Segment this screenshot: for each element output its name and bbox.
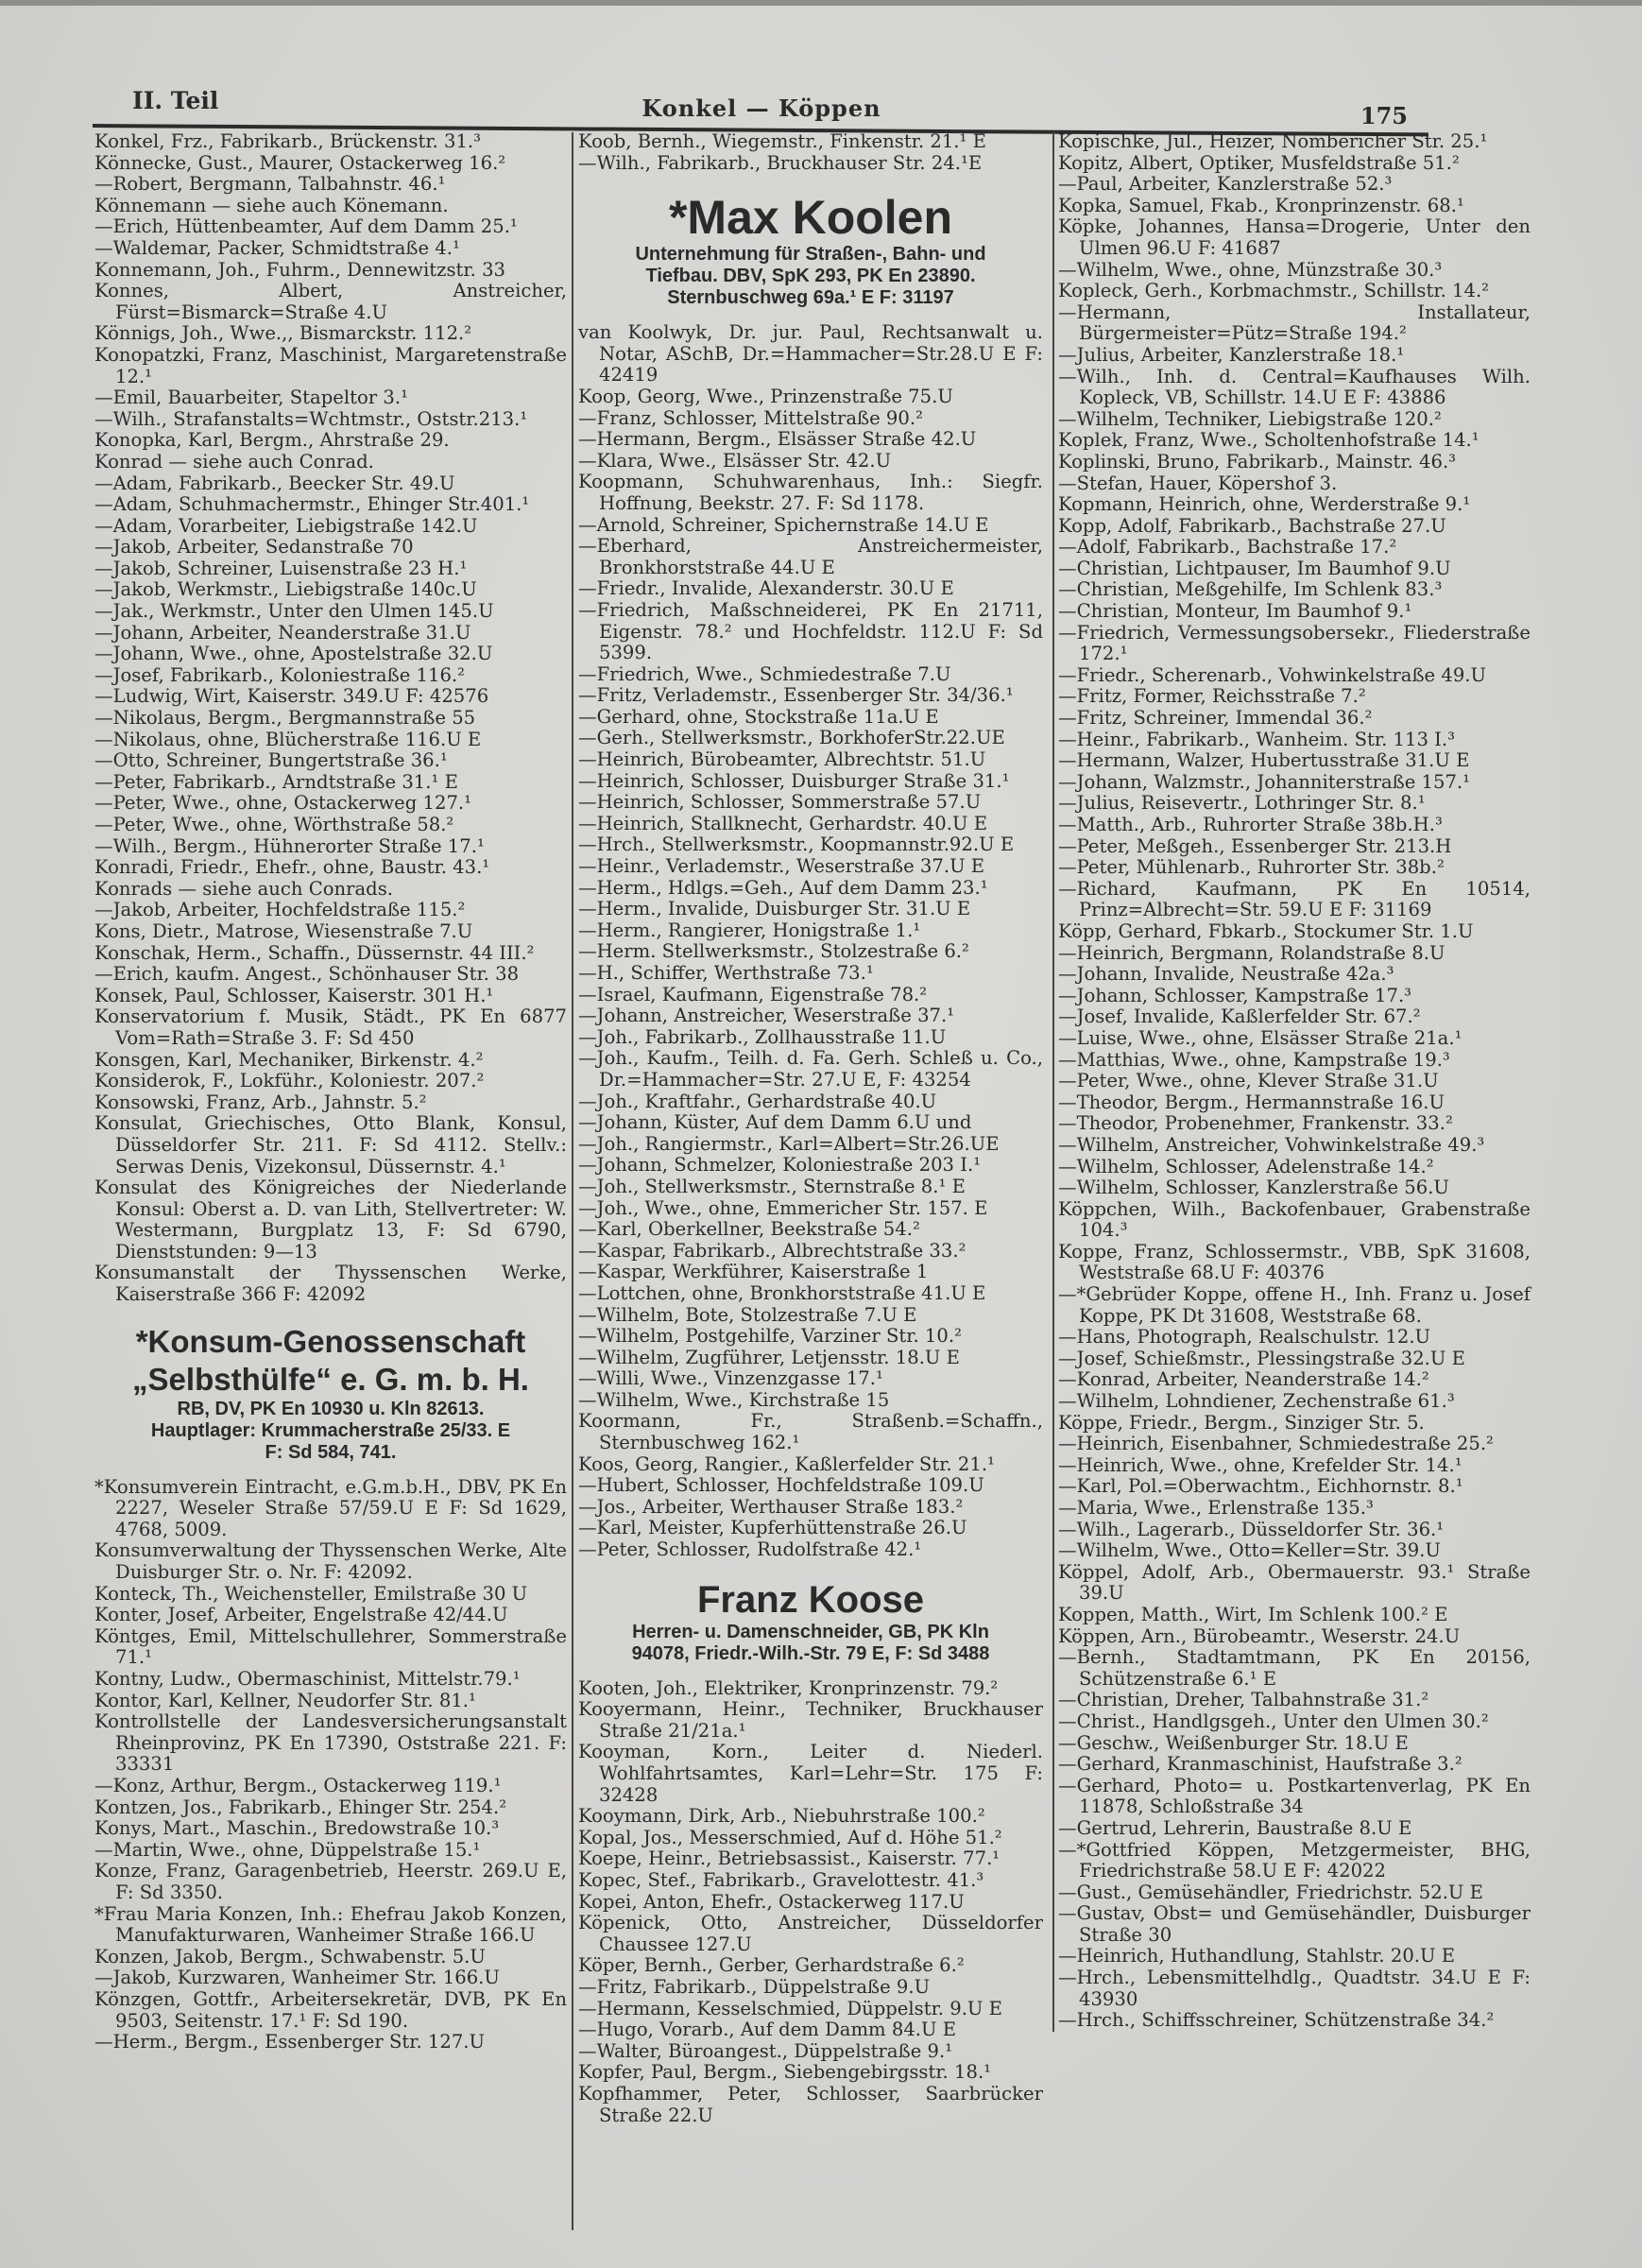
directory-entry: —Fritz, Schreiner, Immendal 36.² [1058, 707, 1373, 730]
directory-entry: —Paul, Arbeiter, Kanzlerstraße 52.³ [1058, 173, 1393, 196]
directory-entry: —Theodor, Bergm., Hermannstraße 16.U [1058, 1091, 1445, 1113]
directory-entry: —Heinrich, Huthandlung, Stahlstr. 20.U E [1058, 1945, 1456, 1967]
directory-entry: Könzgen, Gottfr., Arbeitersekretär, DVB, PK En 9503, Seitenstr. 17.¹ F: Sd 190. [94, 1987, 567, 2032]
directory-entry: —Waldemar, Packer, Schmidtstraße 4.¹ [94, 236, 460, 259]
directory-entry: —Peter, Wwe., ohne, Klever Straße 31.U [1058, 1070, 1439, 1092]
directory-entry: —Wilh., Lagerarb., Düsseldorfer Str. 36.¹ [1058, 1518, 1445, 1540]
directory-entry: —Adam, Vorarbeiter, Liebigstraße 142.U [94, 514, 478, 537]
directory-entry: Köppe, Friedr., Bergm., Sinziger Str. 5. [1058, 1411, 1425, 1434]
directory-entry: Konschak, Herm., Schaffn., Düssernstr. 44 III.² [94, 941, 535, 964]
directory-entry: Konze, Franz, Garagenbetrieb, Heerstr. 269.U E, F: Sd 3350. [94, 1860, 567, 1903]
directory-entry: —Wilhelm, Postgehilfe, Varziner Str. 10.² [578, 1325, 962, 1348]
directory-entry: Kopitz, Albert, Optiker, Musfeldstraße 51.² [1058, 151, 1460, 174]
directory-entry: —Klara, Wwe., Elsässer Str. 42.U [578, 449, 892, 472]
directory-entry: Kooyermann, Heinr., Techniker, Bruckhauser Straße 21/21a.¹ [578, 1698, 1043, 1742]
ad-line: F: Sd 584, 741. [265, 1441, 397, 1463]
directory-entry: —Julius, Arbeiter, Kanzlerstraße 18.¹ [1058, 343, 1405, 366]
directory-entry: —Joh., Stellwerksmstr., Sternstraße 8.¹ E [578, 1175, 966, 1197]
directory-entry: Kopec, Stef., Fabrikarb., Gravelottestr. 41.³ [578, 1868, 984, 1891]
directory-entry: —Robert, Bergmann, Talbahnstr. 46.¹ [94, 173, 446, 196]
directory-entry: Kopischke, Jul., Heizer, Nombericher Str. 25.¹ [1058, 130, 1488, 152]
directory-entry: —Richard, Kaufmann, PK En 10514, Prinz=Albrecht=Str. 59.U E F: 31169 [1058, 877, 1531, 921]
directory-entry: —Willi, Wwe., Vinzenzgasse 17.¹ [578, 1367, 883, 1390]
ad-subtitle: „Selbsthülfe“ e. G. m. b. H. [132, 1361, 529, 1397]
directory-entry: —Hermann, Installateur, Bürgermeister=Pütz=Straße 194.² [1058, 301, 1531, 345]
directory-entry: Konsowski, Franz, Arb., Jahnstr. 5.² [94, 1091, 427, 1113]
directory-entry: —Joh., Kaufm., Teilh. d. Fa. Gerh. Schleß u. Co., Dr.=Hammacher=Str. 27.U E, F: 43254 [578, 1047, 1043, 1091]
directory-entry: —Matthias, Wwe., ohne, Kampstraße 19.³ [1058, 1048, 1450, 1071]
directory-entry: —Hugo, Vorarb., Auf dem Damm 84.U E [578, 2019, 957, 2041]
directory-entry: Konsgen, Karl, Mechaniker, Birkenstr. 4.² [94, 1048, 484, 1071]
directory-entry: Köpke, Johannes, Hansa=Drogerie, Unter den Ulmen 96.U F: 41687 [1058, 215, 1531, 259]
directory-entry: Könnemann — siehe auch Könemann. [94, 194, 449, 216]
directory-entry: —Hrch., Schiffsschreiner, Schützenstraße 34.² [1058, 2009, 1495, 2032]
directory-entry: —Hermann, Walzer, Hubertusstraße 31.U E [1058, 749, 1470, 772]
directory-entry: —Gerhard, Photo= u. Postkartenverlag, PK En 11878, Schloßstraße 34 [1058, 1774, 1531, 1818]
ad-line: Herren- u. Damenschneider, GB, PK Kln [632, 1621, 989, 1642]
directory-entry: —*Gottfried Köppen, Metzgermeister, BHG, Friedrichstraße 58.U E F: 42022 [1058, 1838, 1531, 1882]
directory-entry: —Hrch., Lebensmittelhdlg., Quadtstr. 34.U E F: 43930 [1058, 1967, 1531, 2010]
advertisement [578, 1578, 1043, 1665]
directory-entry: Koepe, Heinr., Betriebsassist., Kaiserstr. 77.¹ [578, 1847, 1001, 1870]
directory-entry: Kons, Dietr., Matrose, Wiesenstraße 7.U [94, 919, 473, 942]
directory-entry: —Wilhelm, Wwe., Otto=Keller=Str. 39.U [1058, 1539, 1441, 1562]
directory-entry: —Karl, Oberkellner, Beekstraße 54.² [578, 1218, 920, 1241]
directory-entry: —Heinrich, Bürobeamter, Albrechtstr. 51.U [578, 748, 986, 771]
directory-entry: —Christian, Monteur, Im Baumhof 9.¹ [1058, 600, 1412, 623]
page-number: 175 [1360, 102, 1408, 129]
directory-entry: —Eberhard, Anstreichermeister, Bronkhorststraße 44.U E [578, 535, 1043, 578]
directory-entry: —Gerhard, ohne, Stockstraße 11a.U E [578, 705, 939, 728]
directory-entry: —Jakob, Arbeiter, Hochfeldstraße 115.² [94, 899, 466, 921]
entry-range-title: Konkel — Köppen [641, 94, 881, 122]
directory-entry: —Fritz, Former, Reichsstraße 7.² [1058, 685, 1366, 708]
directory-entry: —Jos., Arbeiter, Werthauser Straße 183.² [578, 1495, 964, 1518]
directory-entry: —Friedr., Invalide, Alexanderstr. 30.U E [578, 577, 954, 600]
directory-entry: —Hermann, Kesselschmied, Düppelstr. 9.U E [578, 1997, 1002, 2019]
directory-entry: —Peter, Wwe., ohne, Ostackerweg 127.¹ [94, 792, 472, 815]
column-right [1058, 131, 1531, 2032]
directory-entry: —Wilh., Strafanstalts=Wchtmstr., Oststr.213.¹ [94, 407, 528, 430]
directory-entry: —Erich, Hüttenbeamter, Auf dem Damm 25.¹ [94, 215, 518, 238]
directory-entry: *Konsumverein Eintracht, e.G.m.b.H., DBV, PK En 2227, Weseler Straße 57/59.U E F: Sd 1629, 4768, 5009. [94, 1475, 567, 1540]
directory-entry: Kooten, Joh., Elektriker, Kronprinzenstr. 79.² [578, 1676, 999, 1699]
directory-entry: —Karl, Pol.=Oberwachtm., Eichhornstr. 8.¹ [1058, 1475, 1463, 1498]
directory-entry: —Wilh., Inh. d. Central=Kaufhauses Wilh. Kopleck, VB, Schillstr. 14.U E F: 43886 [1058, 365, 1531, 409]
directory-entry: Konservatorium f. Musik, Städt., PK En 6877 Vom=Rath=Straße 3. F: Sd 450 [94, 1005, 567, 1049]
directory-entry: —Johann, Wwe., ohne, Apostelstraße 32.U [94, 643, 493, 665]
ad-line: Hauptlager: Krummacherstraße 25/33. E [150, 1419, 511, 1441]
directory-entry: —Adam, Fabrikarb., Beecker Str. 49.U [94, 472, 455, 494]
directory-entry: —Christ., Handlgsgeh., Unter den Ulmen 30.² [1058, 1710, 1489, 1732]
directory-entry: Köppel, Adolf, Arb., Obermauerstr. 93.¹ Straße 39.U [1058, 1560, 1531, 1605]
directory-entry: Kontrollstelle der Landesversicherungsanstalt Rheinprovinz, PK En 17390, Oststraße 221. F: 33331 [94, 1710, 567, 1776]
directory-entry: Kooymann, Dirk, Arb., Niebuhrstraße 100.² [578, 1805, 985, 1828]
directory-entry: Konsumverwaltung der Thyssenschen Werke, Alte Duisburger Str. o. Nr. F: 42092. [94, 1539, 567, 1584]
directory-entry: Konrads — siehe auch Conrads. [94, 877, 393, 900]
ad-line: Tiefbau. DBV, SpK 293, PK En 23890. [645, 266, 976, 287]
directory-entry: —Johann, Anstreicher, Weserstraße 37.¹ [578, 1005, 955, 1027]
directory-entry: —Wilhelm, Schlosser, Adelenstraße 14.² [1058, 1155, 1434, 1177]
directory-entry: Koplek, Franz, Wwe., Scholtenhofstraße 14.¹ [1058, 429, 1480, 452]
ad-line: RB, DV, PK En 10930 u. Kln 82613. [177, 1398, 485, 1419]
directory-entry: Konsulat des Königreiches der Niederlande Konsul: Oberst a. D. van Lith, Stellvertreter: W. Westermann, Burgplatz 13, F: Sd 6790, Dienststunden: 9—13 [94, 1177, 567, 1263]
directory-entry: —Gerhard, Kranmaschinist, Haufstraße 3.² [1058, 1753, 1462, 1776]
directory-entry: Koopmann, Schuhwarenhaus, Inh.: Siegfr. Hoffnung, Beekstr. 27. F: Sd 1178. [578, 471, 1043, 514]
directory-entry: —Kaspar, Fabrikarb., Albrechtstraße 33.² [578, 1239, 966, 1262]
directory-entry: Köppchen, Wilh., Backofenbauer, Grabenstraße 104.³ [1058, 1197, 1531, 1242]
directory-entry: Kopfer, Paul, Bergm., Siebengebirgsstr. 18.¹ [578, 2061, 992, 2084]
directory-entry: —Erich, kaufm. Angest., Schönhauser Str. 38 [94, 963, 520, 986]
directory-entry: —Josef, Fabrikarb., Koloniestraße 116.² [94, 663, 465, 686]
directory-entry: —Theodor, Probenehmer, Frankenstr. 33.² [1058, 1112, 1453, 1135]
directory-entry: —Wilhelm, Anstreicher, Vohwinkelstraße 49.³ [1058, 1133, 1485, 1156]
directory-entry: Kontny, Ludw., Obermaschinist, Mittelstr.79.¹ [94, 1668, 521, 1690]
directory-entry: Koos, Georg, Rangier., Kaßlerfelder Str. 21.¹ [578, 1452, 995, 1475]
directory-entry: —Joh., Kraftfahr., Gerhardstraße 40.U [578, 1090, 937, 1112]
directory-entry: Konnes, Albert, Anstreicher, Fürst=Bismarck=Straße 4.U [94, 280, 567, 323]
directory-entry: Kontor, Karl, Kellner, Neudorfer Str. 81.¹ [94, 1689, 476, 1711]
page-top-edge [0, 0, 1642, 6]
directory-entry: —Johann, Schmelzer, Koloniestraße 203 I.¹ [578, 1154, 982, 1177]
directory-entry: —Herm., Hdlgs.=Geh., Auf dem Damm 23.¹ [578, 876, 988, 899]
directory-entry: Könnecke, Gust., Maurer, Ostackerweg 16.² [94, 151, 506, 174]
ad-line: 94078, Friedr.-Wilh.-Str. 79 E, F: Sd 3488 [631, 1642, 990, 1664]
directory-entry: Konys, Mart., Maschin., Bredowstraße 10.³ [94, 1817, 500, 1840]
directory-entry: —Fritz, Fabrikarb., Düppelstraße 9.U [578, 1975, 931, 1998]
directory-entry: Kopei, Anton, Ehefr., Ostackerweg 117.U [578, 1890, 965, 1913]
directory-entry: —Wilhelm, Techniker, Liebigstraße 120.² [1058, 407, 1442, 430]
directory-entry: —Heinrich, Eisenbahner, Schmiedestraße 25.² [1058, 1433, 1494, 1455]
directory-entry: —Luise, Wwe., ohne, Elsässer Straße 21a.¹ [1058, 1026, 1462, 1049]
directory-entry: —Peter, Wwe., ohne, Wörthstraße 58.² [94, 814, 454, 835]
part-label: II. Teil [132, 87, 219, 114]
directory-entry: —Heinrich, Schlosser, Sommerstraße 57.U [578, 791, 982, 814]
directory-entry: —Wilhelm, Wwe., Kirchstraße 15 [578, 1388, 890, 1411]
directory-entry: —Jakob, Kurzwaren, Wanheimer Str. 166.U [94, 1967, 500, 1989]
directory-entry: —H., Schiffer, Werthstraße 73.¹ [578, 962, 874, 984]
directory-entry: —Bernh., Stadtamtmann, PK En 20156, Schützenstraße 6.¹ E [1058, 1646, 1531, 1690]
directory-entry: —Fritz, Verlademstr., Essenberger Str. 34/36.¹ [578, 684, 1014, 707]
directory-entry: —Martin, Wwe., ohne, Düppelstraße 15.¹ [94, 1838, 481, 1861]
column-left [94, 131, 567, 2053]
directory-entry: —Wilhelm, Schlosser, Kanzlerstraße 56.U [1058, 1177, 1449, 1199]
directory-entry: Konteck, Th., Weichensteller, Emilstraße 30 U [94, 1582, 528, 1605]
directory-entry: —Herm., Bergm., Essenberger Str. 127.U [94, 2031, 486, 2053]
directory-entry: Konsulat, Griechisches, Otto Blank, Konsul, Düsseldorfer Str. 211. F: Sd 4112. Stellv.: Serwas Denis, Vizekonsul, Düssernstr. 4.¹ [94, 1112, 567, 1177]
directory-entry: —Friedr., Scherenarb., Vohwinkelstraße 49.U [1058, 663, 1487, 686]
directory-entry: Konnemann, Joh., Fuhrm., Dennewitzstr. 33 [94, 258, 506, 281]
directory-entry: Kopmann, Heinrich, ohne, Werderstraße 9.¹ [1058, 493, 1471, 516]
page-header [94, 81, 1428, 129]
directory-entry: —Joh., Wwe., ohne, Emmericher Str. 157. E [578, 1196, 988, 1219]
ad-line: Unternehmung für Straßen-, Bahn- und [635, 244, 986, 266]
directory-entry: —Wilhelm, Wwe., ohne, Münzstraße 30.³ [1058, 258, 1443, 281]
directory-entry: Kopka, Samuel, Fkab., Kronprinzenstr. 68.¹ [1058, 194, 1464, 216]
directory-entry: —Josef, Schießmstr., Plessingstraße 32.U E [1058, 1347, 1465, 1369]
directory-entry: Konradi, Friedr., Ehefr., ohne, Baustr. 43.¹ [94, 856, 490, 879]
directory-entry: Konopatzki, Franz, Maschinist, Margaretenstraße 12.¹ [94, 343, 567, 387]
directory-entry: —Herm., Rangierer, Honigstraße 1.¹ [578, 919, 921, 941]
directory-entry: Konkel, Frz., Fabrikarb., Brückenstr. 31.³ [94, 130, 482, 152]
directory-entry: —Peter, Fabrikarb., Arndtstraße 31.¹ E [94, 770, 458, 793]
directory-entry: —Geschw., Weißenburger Str. 18.U E [1058, 1731, 1409, 1754]
directory-entry: —Hubert, Schlosser, Hochfeldstraße 109.U [578, 1474, 984, 1497]
column-middle [578, 131, 1043, 2126]
directory-entry: —Gustav, Obst= und Gemüsehändler, Duisburger Straße 30 [1058, 1902, 1531, 1946]
directory-entry: —Gerh., Stellwerksmstr., BorkhoferStr.22.UE [578, 727, 1005, 749]
directory-entry: Kopal, Jos., Messerschmied, Auf d. Höhe 51.² [578, 1826, 1002, 1848]
directory-entry: —Jakob, Schreiner, Luisenstraße 23 H.¹ [94, 557, 468, 579]
directory-entry: Kopfhammer, Peter, Schlosser, Saarbrücker Straße 22.U [578, 2082, 1043, 2126]
directory-entry: —Konrad, Arbeiter, Neanderstraße 14.² [1058, 1368, 1429, 1391]
directory-entry: —Heinrich, Schlosser, Duisburger Straße 31.¹ [578, 769, 1010, 792]
directory-entry: —Otto, Schreiner, Bungertstraße 36.¹ [94, 749, 448, 772]
directory-entry: —Israel, Kaufmann, Eigenstraße 78.² [578, 983, 928, 1005]
directory-entry: —Emil, Bauarbeiter, Stapeltor 3.¹ [94, 387, 408, 409]
directory-entry: —Josef, Invalide, Kaßlerfelder Str. 67.² [1058, 1005, 1421, 1028]
directory-entry: Koop, Georg, Wwe., Prinzenstraße 75.U [578, 385, 953, 407]
directory-entry: —Friedrich, Vermessungsobersekr., Fliederstraße 172.¹ [1058, 621, 1531, 665]
directory-entry: Kopp, Adolf, Fabrikarb., Bachstraße 27.U [1058, 514, 1446, 537]
directory-entry: —Nikolaus, Bergm., Bergmannstraße 55 [94, 707, 476, 730]
directory-entry: —Julius, Reisevertr., Lothringer Str. 8.¹ [1058, 792, 1426, 815]
directory-entry: —Jakob, Arbeiter, Sedanstraße 70 [94, 536, 414, 558]
directory-entry: —Maria, Wwe., Erlenstraße 135.³ [1058, 1497, 1374, 1519]
directory-entry: —Peter, Meßgeh., Essenberger Str. 213.H [1058, 834, 1452, 857]
directory-entry: Koob, Bernh., Wiegemstr., Finkenstr. 21.¹ E [578, 130, 986, 152]
directory-entry: —Johann, Arbeiter, Neanderstraße 31.U [94, 621, 471, 644]
directory-entry: van Koolwyk, Dr. jur. Paul, Rechtsanwalt u. Notar, ASchB, Dr.=Hammacher=Str.28.U E F: 42419 [578, 321, 1043, 387]
directory-entry: —Heinrich, Wwe., ohne, Krefelder Str. 14.¹ [1058, 1453, 1462, 1476]
directory-entry: Kooyman, Korn., Leiter d. Niederl. Wohlfahrtsamtes, Karl=Lehr=Str. 175 F: 32428 [578, 1741, 1043, 1806]
directory-entry: —Franz, Schlosser, Mittelstraße 90.² [578, 406, 923, 429]
directory-entry: —Christian, Dreher, Talbahnstraße 31.² [1058, 1689, 1429, 1711]
directory-entry: —Kaspar, Werkführer, Kaiserstraße 1 [578, 1261, 929, 1283]
ad-title: *Max Koolen [668, 191, 953, 245]
directory-entry: —Adam, Schuhmachermstr., Ehinger Str.401.¹ [94, 493, 530, 516]
directory-entry: Köppen, Arn., Bürobeamtr., Weserstr. 24.U [1058, 1624, 1461, 1647]
directory-entry: —Stefan, Hauer, Köpershof 3. [1058, 472, 1338, 494]
directory-entry: —Johann, Invalide, Neustraße 42a.³ [1058, 963, 1394, 986]
directory-entry: —Matth., Arb., Ruhrorter Straße 38b.H.³ [1058, 814, 1443, 835]
directory-entry: —Hrch., Stellwerksmstr., Koopmannstr.92.U E [578, 833, 1015, 856]
directory-entry: —Gust., Gemüsehändler, Friedrichstr. 52.U E [1058, 1881, 1483, 1903]
directory-entry: —Wilh., Bergm., Hühnerorter Straße 17.¹ [94, 834, 485, 857]
ad-title: Franz Koose [696, 1578, 925, 1621]
directory-entry: —Heinrich, Stallknecht, Gerhardstr. 40.U E [578, 812, 987, 834]
directory-entry: —Wilhelm, Zugführer, Letjensstr. 18.U E [578, 1346, 960, 1368]
directory-entry: —Arnold, Schreiner, Spichernstraße 14.U E [578, 513, 989, 536]
directory-entry: —Jakob, Werkmstr., Liebigstraße 140c.U [94, 578, 477, 601]
column-divider [1052, 132, 1054, 2032]
directory-entry: Konter, Josef, Arbeiter, Engelstraße 42/44.U [94, 1604, 508, 1626]
advertisement [94, 1323, 567, 1464]
directory-entry: Koppen, Matth., Wirt, Im Schlenk 100.² E [1058, 1603, 1448, 1625]
directory-entry: —Friedrich, Wwe., Schmiedestraße 7.U [578, 662, 951, 685]
directory-entry: —Johann, Schlosser, Kampstraße 17.³ [1058, 984, 1412, 1006]
directory-entry: —*Gebrüder Koppe, offene H., Inh. Franz u. Josef Koppe, PK Dt 31608, Weststraße 68. [1058, 1283, 1531, 1327]
directory-entry: *Frau Maria Konzen, Inh.: Ehefrau Jakob Konzen, Manufakturwaren, Wanheimer Straße 166.U [94, 1902, 567, 1947]
directory-entry: Köpenick, Otto, Anstreicher, Düsseldorfer Chaussee 127.U [578, 1912, 1043, 1955]
directory-entry: Konsek, Paul, Schlosser, Kaiserstr. 301 H.¹ [94, 984, 494, 1006]
directory-entry: —Peter, Schlosser, Rudolfstraße 42.¹ [578, 1538, 922, 1561]
directory-entry: —Hermann, Bergm., Elsässer Straße 42.U [578, 428, 977, 451]
ad-title: *Konsum-Genossenschaft [135, 1323, 526, 1359]
directory-entry: —Wilhelm, Bote, Stolzestraße 7.U E [578, 1303, 917, 1326]
directory-entry: Könnigs, Joh., Wwe.,, Bismarckstr. 112.² [94, 322, 472, 345]
directory-entry: Kopleck, Gerh., Korbmachmstr., Schillstr. 14.² [1058, 280, 1490, 302]
directory-entry: Koplinski, Bruno, Fabrikarb., Mainstr. 46.³ [1058, 450, 1457, 472]
directory-entry: —Wilh., Fabrikarb., Bruckhauser Str. 24.¹E [578, 151, 983, 174]
directory-entry: —Herm., Invalide, Duisburger Str. 31.U E [578, 898, 971, 920]
directory-entry: Kontzen, Jos., Fabrikarb., Ehinger Str. 254.² [94, 1796, 507, 1818]
directory-entry: —Wilhelm, Lohndiener, Zechenstraße 61.³ [1058, 1390, 1455, 1413]
directory-entry: —Gertrud, Lehrerin, Baustraße 8.U E [1058, 1816, 1412, 1839]
directory-entry: —Heinrich, Bergmann, Rolandstraße 8.U [1058, 941, 1445, 964]
directory-entry: Konsumanstalt der Thyssenschen Werke, Kaiserstraße 366 F: 42092 [94, 1262, 567, 1306]
advertisement [578, 191, 1043, 309]
directory-entry: Konzen, Jakob, Bergm., Schwabenstr. 5.U [94, 1945, 486, 1967]
directory-entry: Konrad — siehe auch Conrad. [94, 450, 374, 472]
directory-entry: —Hans, Photograph, Realschulstr. 12.U [1058, 1326, 1431, 1349]
directory-entry: Köper, Bernh., Gerber, Gerhardstraße 6.² [578, 1954, 965, 1977]
ad-line: Sternbuschweg 69a.¹ E F: 31197 [667, 287, 954, 309]
directory-entry: Konsiderok, F., Lokführ., Koloniestr. 207.² [94, 1070, 485, 1092]
directory-entry: —Adolf, Fabrikarb., Bachstraße 17.² [1058, 536, 1397, 558]
directory-entry: —Lottchen, ohne, Bronkhorststraße 41.U E [578, 1281, 986, 1304]
directory-entry: —Walter, Büroangest., Düppelstraße 9.¹ [578, 2039, 953, 2062]
directory-entry: Koppe, Franz, Schlossermstr., VBB, SpK 31608, Weststraße 68.U F: 40376 [1058, 1240, 1531, 1284]
directory-entry: —Christian, Lichtpauser, Im Baumhof 9.U [1058, 557, 1451, 579]
directory-entry: —Christian, Meßgehilfe, Im Schlenk 83.³ [1058, 578, 1443, 601]
directory-entry: —Ludwig, Wirt, Kaiserstr. 349.U F: 42576 [94, 685, 489, 708]
directory-entry: —Konz, Arthur, Bergm., Ostackerweg 119.¹ [94, 1774, 502, 1796]
directory-entry: —Karl, Meister, Kupferhüttenstraße 26.U [578, 1517, 967, 1539]
directory-entry: —Johann, Küster, Auf dem Damm 6.U und [578, 1111, 972, 1134]
column-divider [572, 132, 573, 2230]
directory-entry: —Herm. Stellwerksmstr., Stolzestraße 6.² [578, 940, 969, 963]
directory-entry: Konopka, Karl, Bergm., Ahrstraße 29. [94, 429, 450, 452]
directory-entry: —Jak., Werkmstr., Unter den Ulmen 145.U [94, 600, 494, 623]
directory-entry: —Peter, Mühlenarb., Ruhrorter Str. 38b.² [1058, 856, 1445, 879]
directory-entry: Koormann, Fr., Straßenb.=Schaffn., Sternbuschweg 162.¹ [578, 1410, 1043, 1454]
directory-entry: —Joh., Rangiermstr., Karl=Albert=Str.26.UE [578, 1132, 1000, 1155]
directory-entry: —Joh., Fabrikarb., Zollhausstraße 11.U [578, 1025, 947, 1048]
directory-entry: Köntges, Emil, Mittelschullehrer, Sommerstraße 71.¹ [94, 1624, 567, 1669]
directory-entry: —Johann, Walzmstr., Johanniterstraße 157.¹ [1058, 770, 1471, 793]
directory-entry: Köpp, Gerhard, Fbkarb., Stockumer Str. 1.U [1058, 919, 1474, 942]
directory-entry: —Friedrich, Maßschneiderei, PK En 21711, Eigenstr. 78.² und Hochfeldstr. 112.U F: Sd 5399. [578, 598, 1043, 664]
directory-entry: —Nikolaus, ohne, Blücherstraße 116.U E [94, 728, 482, 750]
directory-entry: —Heinr., Fabrikarb., Wanheim. Str. 113 I.³ [1058, 728, 1456, 750]
directory-entry: —Heinr., Verlademstr., Weserstraße 37.U E [578, 855, 985, 878]
